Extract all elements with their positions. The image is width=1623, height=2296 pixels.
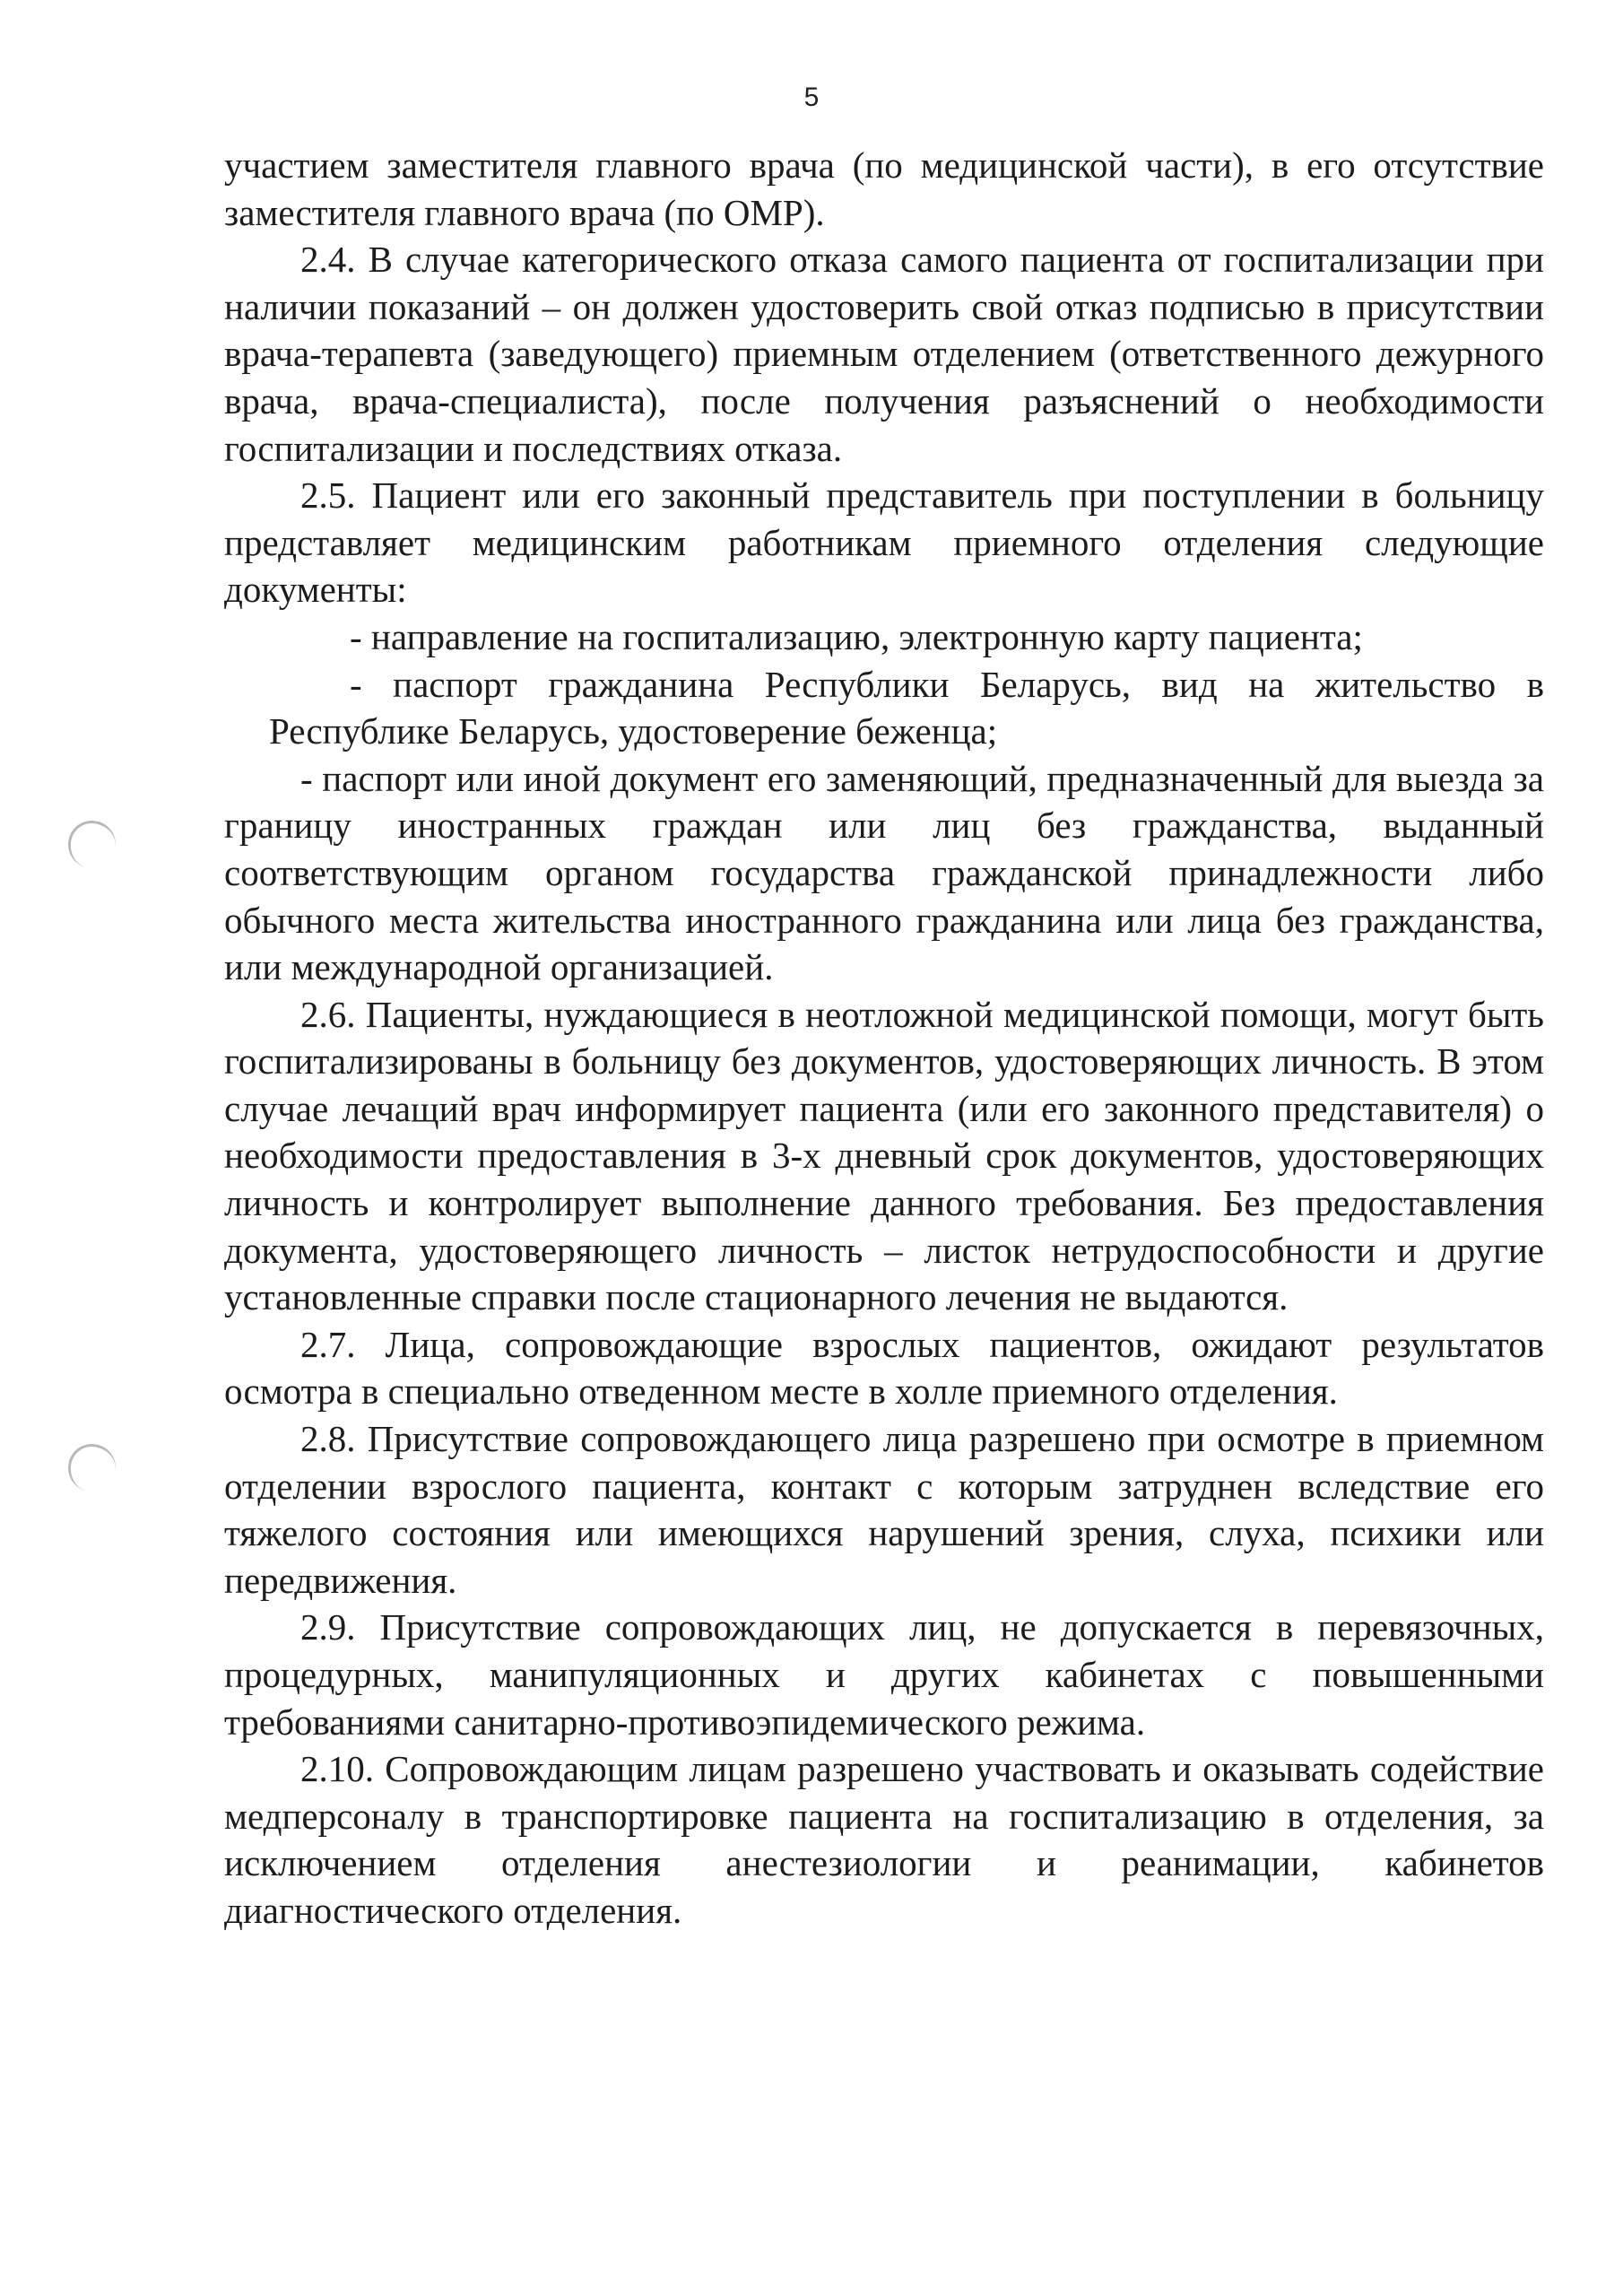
page-number: 5 bbox=[803, 83, 820, 112]
paragraph-continuation: участием заместителя главного врача (по медицинской части), в его отсутствие заместителя главного врача (по ОМР). bbox=[224, 144, 1544, 233]
list-item-passport-by: - паспорт гражданина Республики Беларусь, вид на жительство в Республике Беларусь, удостоверение беженца; bbox=[269, 663, 1544, 752]
punch-hole-bottom bbox=[65, 1440, 119, 1495]
paragraph-2-4: 2.4. В случае категорического отказа самого пациента от госпитализации при наличии показаний – он должен удостоверить свой отказ подписью в присутствии врача-терапевта (заведующего) приемным отделением (ответственного дежурного врача, врача-специалиста), после получения разъяснений о необходимости госпитализации и последствиях отказа. bbox=[224, 239, 1544, 469]
paragraph-2-7: 2.7. Лица, сопровождающие взрослых пациентов, ожидают результатов осмотра в специально отведенном месте в холле приемного отделения. bbox=[224, 1323, 1544, 1413]
paragraph-2-10: 2.10. Сопровождающим лицам разрешено участвовать и оказывать содействие медперсоналу в транспортировке пациента на госпитализацию в отделения, за исключением отделения анестезиологии и реанимации, кабинетов диагностического отделения. bbox=[224, 1748, 1544, 1931]
paragraph-2-8: 2.8. Присутствие сопровождающего лица разрешено при осмотре в приемном отделении взрослого пациента, контакт с которым затруднен вследствие его тяжелого состояния или имеющихся нарушений зрения, слуха, психики или передвижения. bbox=[224, 1418, 1544, 1601]
list-item-referral: - направление на госпитализацию, электронную карту пациента; bbox=[350, 615, 1363, 657]
list-item-foreign-passport: - паспорт или иной документ его заменяющий, предназначенный для выезда за границу иностранных граждан или лиц без гражданства, выданный соответствующим органом государства гражданской принадлежности либо обычного места жительства иностранного гражданина или лица без гражданства, или международной организацией. bbox=[224, 757, 1544, 988]
paragraph-2-9: 2.9. Присутствие сопровождающих лиц, не допускается в перевязочных, процедурных, манипуляционных и других кабинетах с повышенными требованиями санитарно-противоэпидемического режима. bbox=[224, 1606, 1544, 1743]
document-body bbox=[224, 142, 1544, 1935]
punch-hole-top bbox=[65, 817, 119, 872]
paragraph-2-5: 2.5. Пациент или его законный представитель при поступлении в больницу представляет медицинским работникам приемного отделения следующие документы: bbox=[224, 474, 1544, 611]
paragraph-2-6: 2.6. Пациенты, нуждающиеся в неотложной медицинской помощи, могут быть госпитализированы в больницу без документов, удостоверяющих личность. В этом случае лечащий врач информирует пациента (или его законного представителя) о необходимости предоставления в 3-х дневный срок документов, удостоверяющих личность и контролирует выполнение данного требования. Без предоставления документа, удостоверяющего личность – листок нетрудоспособности и другие установленные справки после стационарного лечения не выдаются. bbox=[224, 993, 1544, 1318]
